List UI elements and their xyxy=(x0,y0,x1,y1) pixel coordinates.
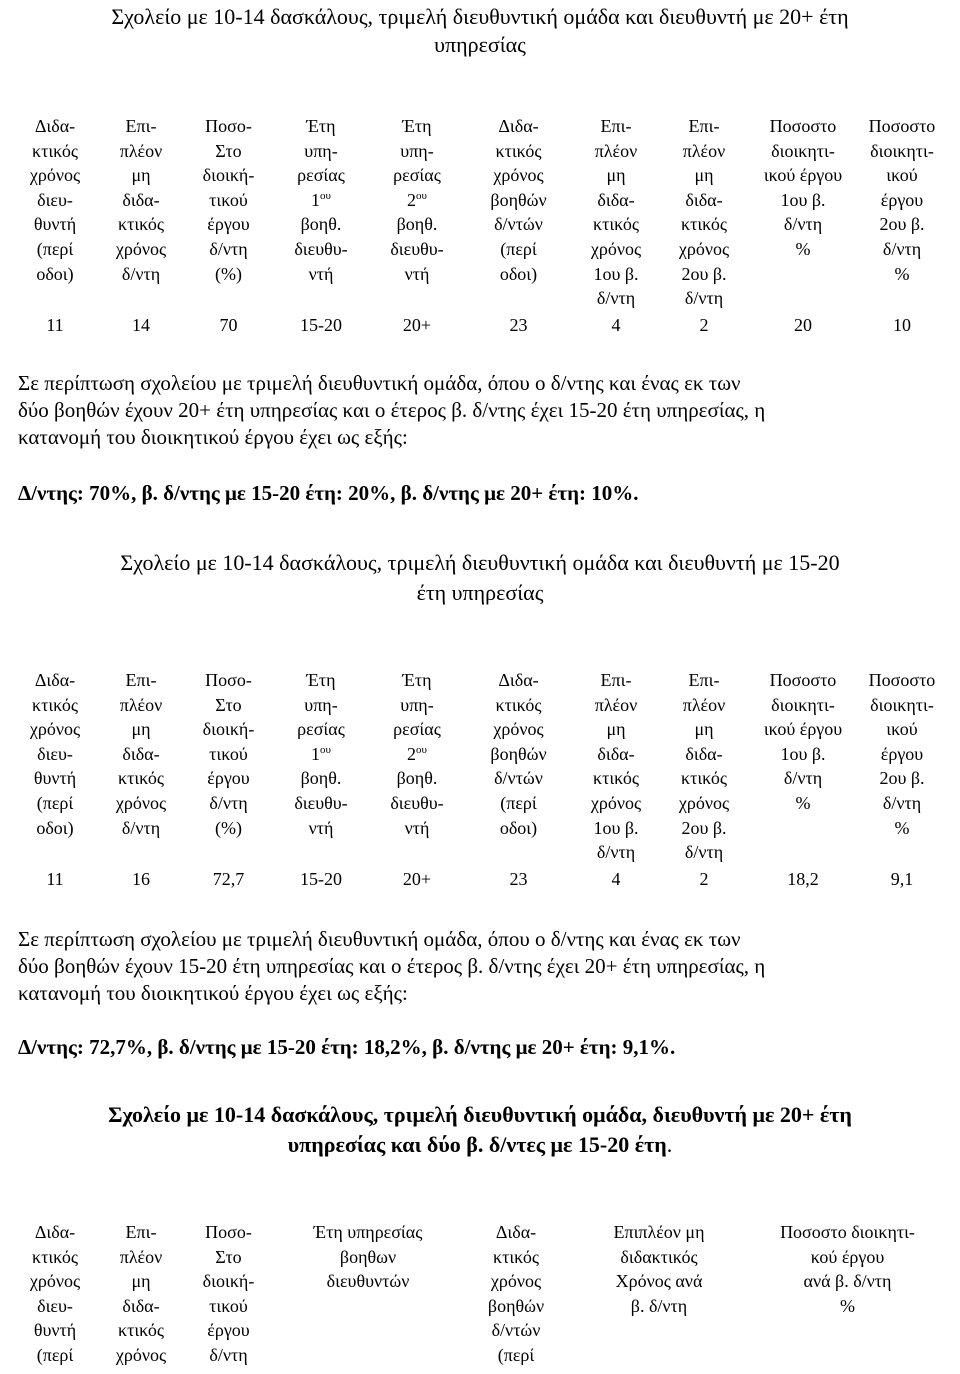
table-cell: 14 xyxy=(132,314,150,335)
table-header-row xyxy=(12,114,946,311)
table-cell: 9,1 xyxy=(890,868,914,889)
table-header-row xyxy=(12,1220,946,1368)
table-cell: 23 xyxy=(509,314,528,335)
table-cell: 15-20 xyxy=(300,314,342,335)
table-cell: 20+ xyxy=(402,314,432,335)
table-cell: 18,2 xyxy=(787,868,819,889)
header-cell: Διδα- κτικός χρόνος βοηθών δ/ντών (περί οδοι) xyxy=(490,116,547,284)
header-cell: Επι- πλέον μη διδα- κτικός χρόνος δ/ντη xyxy=(115,116,167,284)
header-cell: Διδα- κτικός χρόνος βοηθών δ/ντών (περί οδοι) xyxy=(490,670,547,838)
section2-title-line2: έτη υπηρεσίας xyxy=(416,580,544,605)
header-cell: Διδα- κτικός χρόνος διευ- θυντή (περί xyxy=(29,1222,81,1365)
section1-title-line1: Σχολείο με 10-14 δασκάλους, τριμελή διευθυντική ομάδα και διευθυντή με 20+ έτη xyxy=(111,4,849,29)
header-cell: Ποσοστο διοικητι- ικού έργου 2ου β. δ/ντη % xyxy=(868,116,936,284)
header-cell: Επι- πλέον μη διδα- κτικός χρόνος δ/ντη xyxy=(115,670,167,838)
section1-paragraph-line1: Σε περίπτωση σχολείου με τριμελή διευθυντική ομάδα, όπου ο δ/ντης και ένας εκ των xyxy=(18,371,741,395)
header-cell: Επι- πλέον μη διδα- κτικός χρόνος 1ου β. δ/ντη xyxy=(590,670,642,863)
table-row xyxy=(12,865,946,892)
header-cell: Έτη υπη- ρεσίας $2^{o\upsilon}$ βοηθ. διευθυ- ντή xyxy=(390,670,444,838)
table-header-row xyxy=(12,668,946,865)
table-cell: 16 xyxy=(132,868,150,889)
header-cell: Διδα- κτικός χρόνος βοηθών δ/ντών (περί xyxy=(487,1222,545,1365)
header-cell: Ποσο- Στο διοική- τικού έργου δ/ντη xyxy=(202,1222,255,1365)
header-cell: Επι- πλέον μη διδα- κτικός χρόνος 2ου β. δ/ντη xyxy=(678,670,730,863)
header-cell: Ποσοστο διοικητι- ικού έργου 1ου β. δ/ντη % xyxy=(763,116,843,259)
header-cell: Διδα- κτικός χρόνος διευ- θυντή (περί οδοι) xyxy=(29,670,81,838)
table-cell: 20+ xyxy=(402,868,432,889)
section2-paragraph-line2: δύο βοηθών έχουν 15-20 έτη υπηρεσίας και ο έτερος β. δ/ντης έχει 20+ έτη υπηρεσίας, η xyxy=(18,954,766,978)
table-cell: 4 xyxy=(611,868,621,889)
header-cell: Έτη υπηρεσίας βοηθων διευθυντών xyxy=(313,1222,423,1292)
table-cell: 4 xyxy=(611,314,621,335)
table-cell: 72,7 xyxy=(212,868,245,889)
header-cell: Ποσο- Στο διοική- τικού έργου δ/ντη (%) xyxy=(202,116,255,284)
header-cell: Επιπλέον μη διδακτικός Χρόνος ανά β. δ/ντη xyxy=(613,1222,705,1316)
table-cell: 23 xyxy=(509,868,528,889)
section3-table xyxy=(12,1220,946,1368)
section2-summary: Δ/ντης: 72,7%, β. δ/ντης με 15-20 έτη: 18,2%, β. δ/ντης με 20+ έτη: 9,1%. xyxy=(18,1035,676,1059)
header-cell: Ποσοστο διοικητι- κού έργου ανά β. δ/ντη % xyxy=(780,1222,915,1316)
table-cell: 10 xyxy=(893,314,911,335)
header-cell: Ποσοστο διοικητι- ικού έργου 1ου β. δ/ντη % xyxy=(763,670,843,813)
header-cell: Διδα- κτικός χρόνος διευ- θυντή (περί οδοι) xyxy=(29,116,81,284)
header-cell: Ποσοστο διοικητι- ικού έργου 2ου β. δ/ντη % xyxy=(868,670,936,838)
header-cell: Έτη υπη- ρεσίας $1^{o\upsilon}$ βοηθ. διευθυ- ντή xyxy=(294,670,348,838)
section2-table xyxy=(12,668,946,891)
header-cell: Επι- πλέον μη διδα- κτικός χρόνος xyxy=(115,1222,167,1365)
section2-paragraph-line1: Σε περίπτωση σχολείου με τριμελή διευθυντική ομάδα, όπου ο δ/ντης και ένας εκ των xyxy=(18,927,741,951)
table-row xyxy=(12,311,946,338)
section1-summary: Δ/ντης: 70%, β. δ/ντης με 15-20 έτη: 20%, β. δ/ντης με 20+ έτη: 10%. xyxy=(18,481,639,505)
table-cell: 2 xyxy=(699,314,709,335)
header-cell: Επι- πλέον μη διδα- κτικός χρόνος 2ου β. δ/ντη xyxy=(678,116,730,309)
table-cell: 11 xyxy=(46,314,64,335)
header-cell: Ποσο- Στο διοική- τικού έργου δ/ντη (%) xyxy=(202,670,255,838)
header-cell: Έτη υπη- ρεσίας $2^{o\upsilon}$ βοηθ. διευθυ- ντή xyxy=(390,116,444,284)
table-cell: 15-20 xyxy=(300,868,342,889)
section2-title-line1: Σχολείο με 10-14 δασκάλους, τριμελή διευθυντική ομάδα και διευθυντή με 15-20 xyxy=(120,550,840,575)
header-cell: Έτη υπη- ρεσίας $1^{o\upsilon}$ βοηθ. διευθυ- ντή xyxy=(294,116,348,284)
section1-paragraph-line3: κατανομή του διοικητικού έργου έχει ως εξής: xyxy=(18,425,408,449)
table-cell: 70 xyxy=(219,314,238,335)
section2-paragraph-line3: κατανομή του διοικητικού έργου έχει ως εξής: xyxy=(18,981,408,1005)
table-cell: 2 xyxy=(699,868,709,889)
section3-title-line1: Σχολείο με 10-14 δασκάλους, τριμελή διευθυντική ομάδα, διευθυντή με 20+ έτη xyxy=(108,1102,852,1127)
section1-paragraph-line2: δύο βοηθών έχουν 20+ έτη υπηρεσίας και ο έτερος β. δ/ντης έχει 15-20 έτη υπηρεσίας, η xyxy=(18,398,766,422)
section3-title-line2: υπηρεσίας και δύο β. δ/ντες με 15-20 έτη. xyxy=(287,1132,673,1157)
header-cell: Επι- πλέον μη διδα- κτικός χρόνος 1ου β. δ/ντη xyxy=(590,116,642,309)
table-cell: 20 xyxy=(794,314,812,335)
section1-table xyxy=(12,114,946,337)
section1-title-line2: υπηρεσίας xyxy=(434,32,526,57)
table-cell: 11 xyxy=(46,868,64,889)
